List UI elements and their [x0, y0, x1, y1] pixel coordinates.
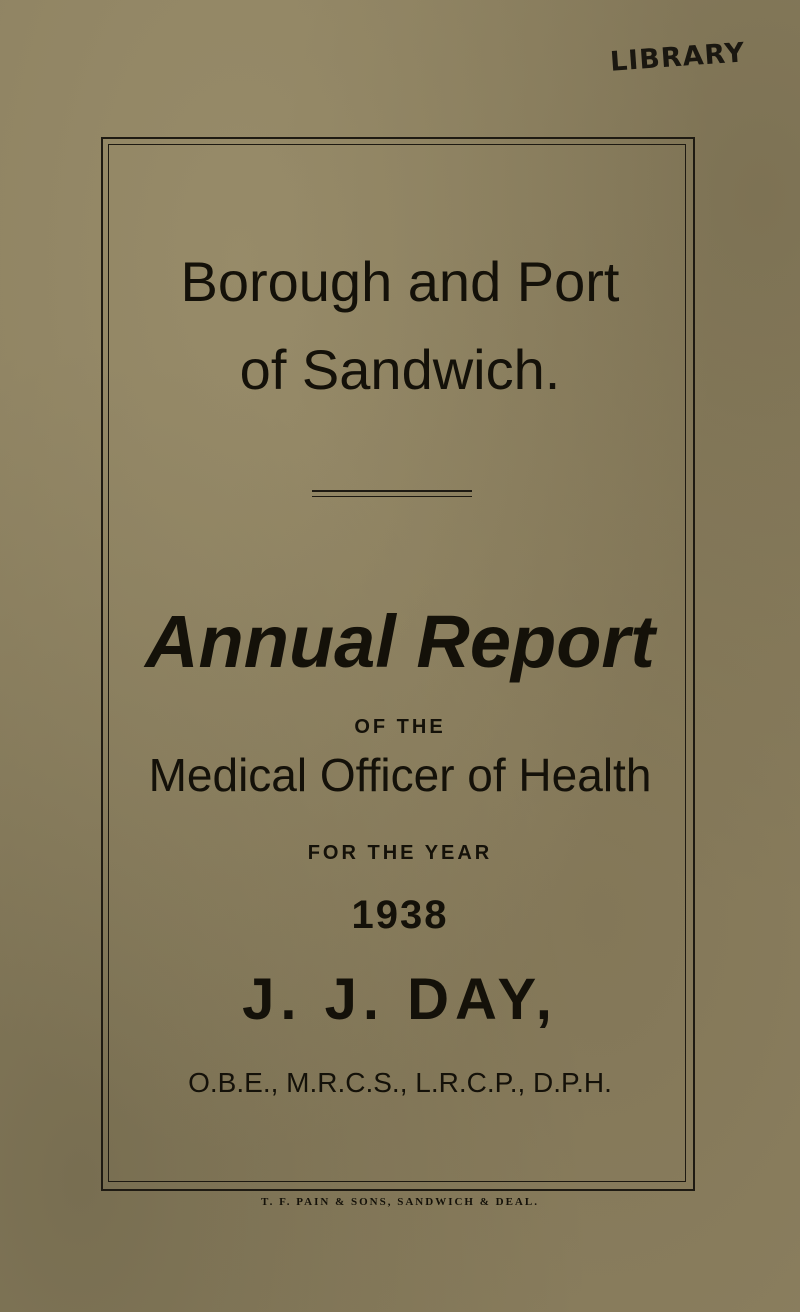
- title-line-2: of Sandwich.: [239, 338, 561, 401]
- divider-rule-bottom: [312, 496, 472, 497]
- for-the-year-label: FOR THE YEAR: [307, 842, 493, 864]
- title-line-1: Borough and Port: [180, 250, 620, 313]
- author-name: J. J. DAY,: [242, 967, 558, 1032]
- officer-title: Medical Officer of Health: [148, 749, 652, 801]
- divider-rule-top: [312, 490, 472, 492]
- of-the-label: OF THE: [354, 716, 446, 738]
- report-title: Annual Report: [145, 600, 655, 683]
- library-stamp: LIBRARY: [609, 37, 747, 78]
- author-qualifications: O.B.E., M.R.C.S., L.R.C.P., D.P.H.: [188, 1067, 612, 1098]
- report-year: 1938: [351, 893, 449, 937]
- printer-imprint: T. F. PAIN & SONS, SANDWICH & DEAL.: [261, 1196, 539, 1208]
